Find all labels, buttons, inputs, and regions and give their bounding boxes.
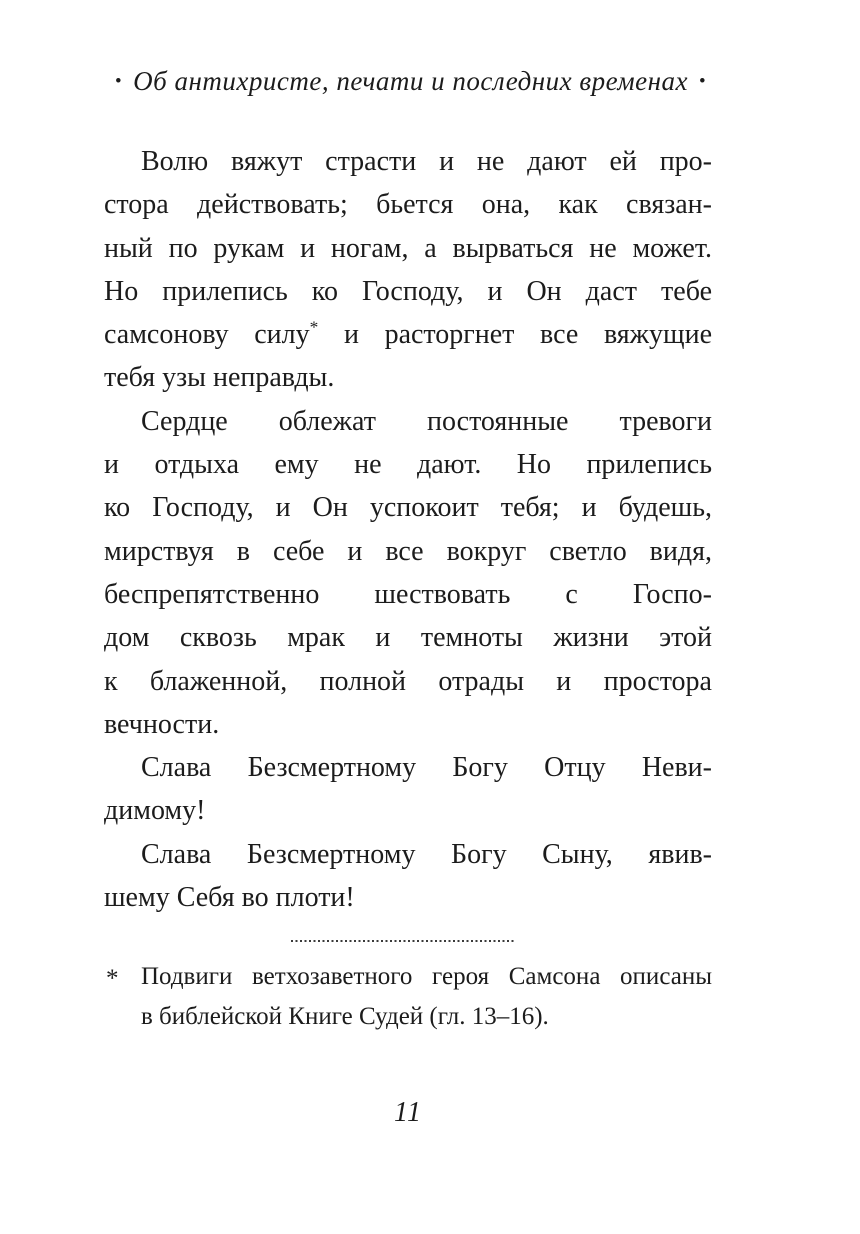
text-line: Подвиги ветхозаветного героя Самсона описаны	[141, 963, 712, 990]
running-header	[104, 66, 712, 97]
text-line: тебя узы неправды.	[104, 362, 335, 394]
footnote-separator	[291, 940, 515, 942]
text-line: дом сквозь мрак и темноты жизни этой	[104, 622, 712, 654]
text-line: Слава Безсмертному Богу Сыну, явив-	[141, 838, 712, 870]
text-line: димому!	[104, 795, 206, 827]
text-line: Но прилепись ко Господу, и Он даст тебе	[104, 275, 712, 307]
text-line: Слава Безсмертному Богу Отцу Неви-	[141, 752, 712, 784]
text-line: ный по рукам и ногам, а вырваться не может.	[104, 232, 712, 264]
footnote-asterisk: *	[106, 965, 119, 992]
text-line: Сердце облежат постоянные тревоги	[141, 405, 712, 437]
page-number: 11	[394, 1097, 422, 1128]
footnote	[104, 957, 712, 1037]
header-title: Об антихристе, печати и последних временах	[133, 66, 688, 96]
text-line: к блаженной, полной отрады и простора	[104, 665, 712, 697]
footnote-ref-asterisk: *	[309, 317, 319, 337]
text-line: вечности.	[104, 708, 220, 740]
text-line: ко Господу, и Он успокоит тебя; и будешь,	[104, 492, 712, 524]
text-line: стора действовать; бьется она, как связан-	[104, 189, 712, 221]
text-line: в библейской Книге Судей (гл. 13–16).	[141, 1003, 549, 1030]
text-line: шему Себя во плоти!	[104, 882, 355, 914]
header-bullet-left-icon: •	[115, 71, 123, 92]
footnote-text	[141, 957, 712, 1037]
text-line: и отдыха ему не дают. Но прилепись	[104, 449, 712, 481]
text-line: Волю вяжут страсти и не дают ей про-	[141, 146, 712, 177]
body-text	[104, 140, 712, 919]
text-line: беспрепятственно шествовать с Госпо-	[104, 578, 712, 610]
header-bullet-right-icon: •	[699, 71, 707, 92]
text-line: мирствуя в себе и все вокруг светло видя,	[104, 535, 712, 567]
text-line: самсонову силу* и расторгнет все вяжущие	[104, 317, 712, 351]
